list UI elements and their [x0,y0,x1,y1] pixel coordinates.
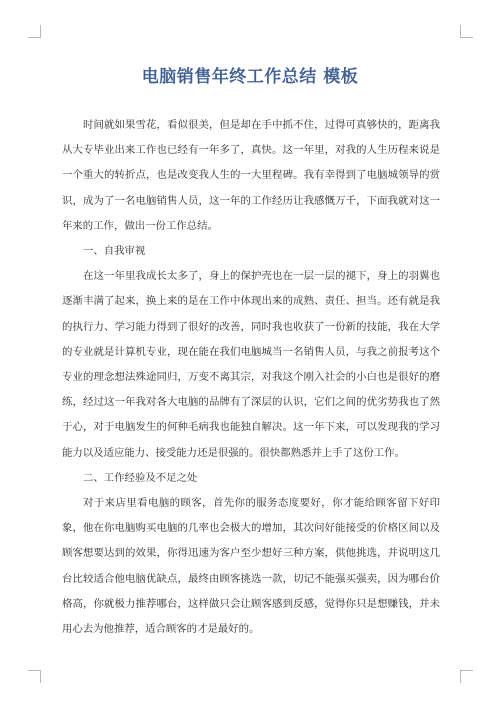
experience-paragraph: 对于来店里看电脑的顾客，首先你的服务态度要好，你才能给顾客留下好印象，他在你电脑购买电脑的几率也会极大的增加，其次问好能接受的价格区间以及顾客想要达到的效果，你得迅速为客户至少想好三种方案，供他挑选，并说明这几台比较适合他电脑优缺点，最终由顾客挑选一款，切记不能强买强卖，因为哪台价格高，你就极力推荐哪台，这样做只会让顾客感到反感，觉得你只是想赚钱，并未用心去为他推荐，适合顾客的才是最好的。 [62,497,440,636]
crop-mark-bottom-right [460,670,473,683]
document-title: 电脑销售年终工作总结 模板 [141,67,359,87]
crop-mark-top-right [460,25,473,38]
crop-mark-top-left [28,25,41,38]
section-heading-self-review: 一、自我审视 [83,245,146,258]
self-review-paragraph: 在这一年里我成长太多了，身上的保护壳也在一层一层的褪下，身上的羽翼也逐渐丰满了起来，换上来的是在工作中体现出来的成熟、责任、担当。还有就是我的执行力、学习能力得到了很好的改善，同时我也收获了一份新的技能，我在大学的专业就是计算机专业，现在能在我们电脑城当一名销售人员，与我之前报考这个专业的理念想法殊途同归，万变不离其宗，对我这个刚入社会的小白也是很好的磨练，经过这一年我对各大电脑的品牌有了深层的认识，它们之间的优劣势我也了然于心，对于电脑发生的何种毛病我也能独自解决。这一年下来，可以发现我的学习能力以及适应能力、接受能力还是很强的。很快都熟悉并上手了这份工作。 [62,270,440,459]
document-body [62,113,440,642]
section-heading-experience: 二、工作经验及不足之处 [83,471,198,484]
crop-mark-bottom-left [28,670,41,683]
intro-paragraph: 时间就如果雪花，看似很美，但是却在手中抓不住，过得可真够快的，距离我从大专毕业出来工作也已经有一年多了，真快。这一年里，对我的人生历程来说是一个重大的转折点，也是改变我人生的一大里程碑。我有幸得到了电脑城领导的赏识，成为了一名电脑销售人员，这一年的工作经历让我感慨万千，下面我就对这一年来的工作，做出一份工作总结。 [62,119,440,232]
